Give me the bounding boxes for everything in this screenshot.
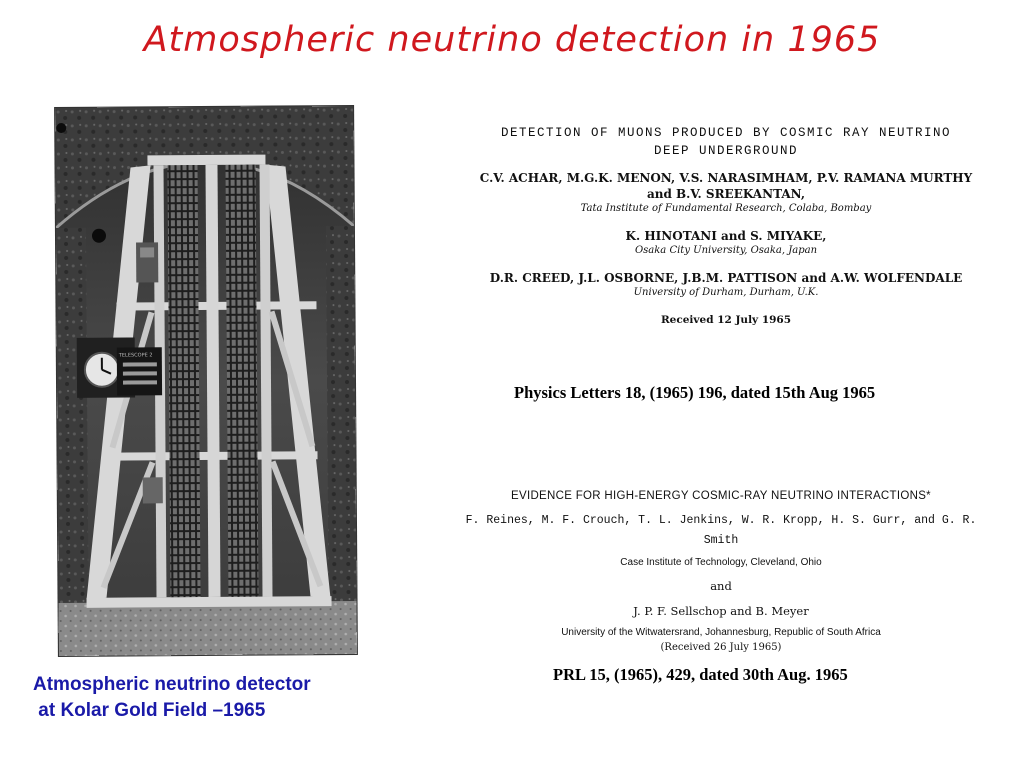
slide-title: Atmospheric neutrino detection in 1965: [143, 20, 881, 60]
received-date: Received 12 July 1965: [660, 314, 792, 326]
author-list: F. Reines, M. F. Crouch, T. L. Jenkins, W. R. Kropp, H. S. Gurr, and G. R. Smith: [465, 514, 977, 547]
photo-caption: [33, 672, 373, 724]
author-list: K. HINOTANI and S. MIYAKE,: [625, 229, 827, 243]
received-date: (Received 26 July 1965): [660, 642, 782, 653]
paper-title: [462, 124, 990, 160]
affiliation: Case Institute of Technology, Cleveland, Ohio: [620, 557, 822, 568]
paper-header-physics-letters: [462, 124, 990, 326]
affiliation: University of Durham, Durham, U.K.: [633, 287, 819, 298]
paper-title: EVIDENCE FOR HIGH-ENERGY COSMIC-RAY NEUTRINO INTERACTIONS*: [511, 490, 931, 502]
affiliation: Osaka City University, Osaka, Japan: [634, 245, 818, 256]
citation: Physics Letters 18, (1965) 196, dated 15th Aug 1965: [514, 383, 876, 402]
author-line: and B.V. SREEKANTAN,: [646, 187, 806, 201]
paper-header-prl: [447, 487, 995, 655]
affiliation: Tata Institute of Fundamental Research, Colaba, Bombay: [580, 203, 872, 214]
citation: PRL 15, (1965), 429, dated 30th Aug. 1965: [553, 665, 848, 684]
paper-title-line: DEEP UNDERGROUND: [653, 144, 799, 158]
author-line: C.V. ACHAR, M.G.K. MENON, V.S. NARASIMHAM, P.V. RAMANA MURTHY: [479, 171, 973, 185]
author-list: [462, 170, 990, 202]
detector-photo: [55, 106, 357, 656]
author-list: J. P. F. Sellschop and B. Meyer: [633, 604, 809, 618]
caption-line: Atmospheric neutrino detector: [33, 674, 311, 695]
display-label: TELESCOPE 2: [118, 352, 153, 359]
caption-line: at Kolar Gold Field –1965: [33, 700, 266, 721]
affiliation: University of the Witwatersrand, Johannesburg, Republic of South Africa: [561, 627, 881, 638]
author-list: D.R. CREED, J.L. OSBORNE, J.B.M. PATTISON and A.W. WOLFENDALE: [489, 271, 963, 285]
paper-title-line: DETECTION OF MUONS PRODUCED BY COSMIC RAY NEUTRINO: [500, 126, 952, 140]
and-text: and: [710, 579, 732, 593]
